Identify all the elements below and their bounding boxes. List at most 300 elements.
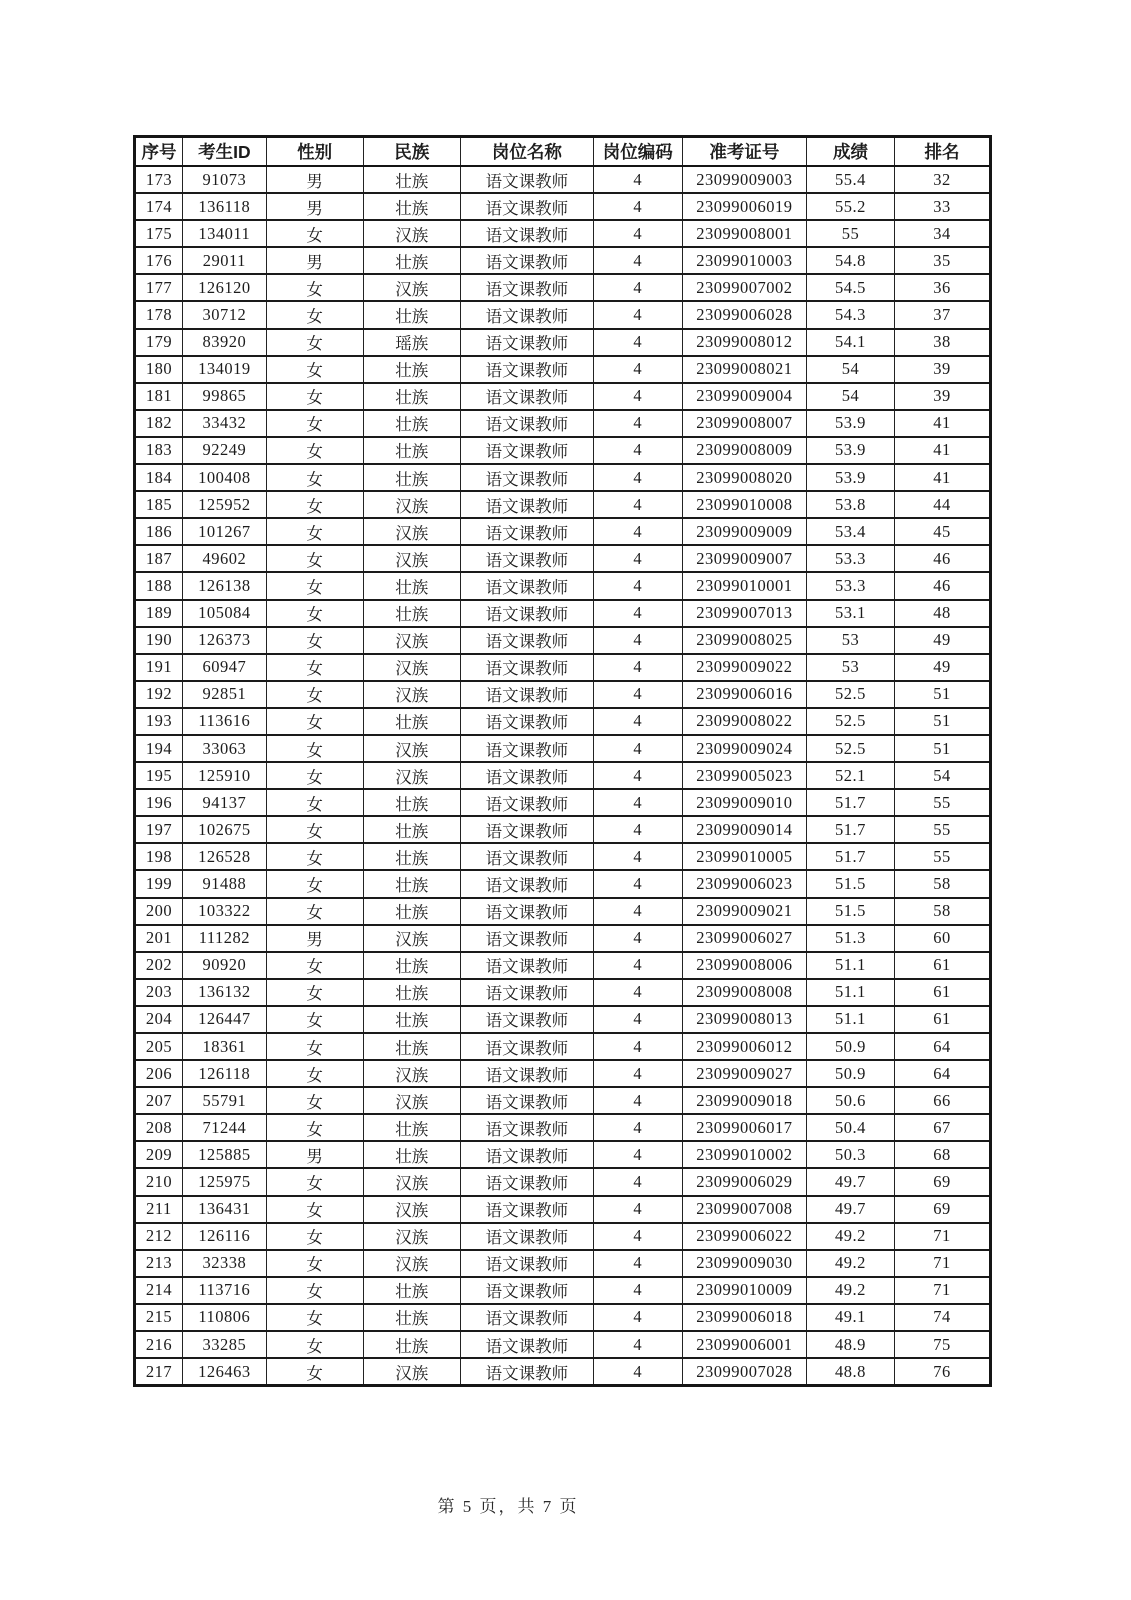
- position-code-cell: 4: [593, 491, 682, 518]
- admission-ticket-cell: 23099008009: [682, 437, 806, 464]
- position-code-cell: 4: [593, 681, 682, 708]
- table-row: [135, 247, 991, 274]
- candidate-id-cell: 102675: [182, 816, 266, 843]
- candidate-id-cell: 30712: [182, 301, 266, 328]
- position-name-cell: 语文课教师: [461, 1060, 594, 1087]
- position-code-cell: 4: [593, 356, 682, 383]
- position-code-cell: 4: [593, 654, 682, 681]
- position-code-cell: 4: [593, 627, 682, 654]
- admission-ticket-cell: 23099006027: [682, 925, 806, 952]
- rank-cell: 58: [895, 898, 991, 925]
- table-row: [135, 1087, 991, 1114]
- admission-ticket-cell: 23099009024: [682, 735, 806, 762]
- table-row: [135, 166, 991, 193]
- admission-ticket-cell: 23099010001: [682, 572, 806, 599]
- candidate-id-cell: 99865: [182, 383, 266, 410]
- rank-cell: 55: [895, 843, 991, 870]
- gender-cell: 女: [266, 1060, 363, 1087]
- table-row: [135, 491, 991, 518]
- position-name-cell: 语文课教师: [461, 247, 594, 274]
- column-header-admission-ticket: 准考证号: [682, 137, 806, 167]
- ethnicity-cell: 壮族: [363, 843, 461, 870]
- gender-cell: 女: [266, 274, 363, 301]
- index-cell: 204: [135, 1006, 183, 1033]
- gender-cell: 女: [266, 735, 363, 762]
- index-cell: 183: [135, 437, 183, 464]
- admission-ticket-cell: 23099008008: [682, 979, 806, 1006]
- ethnicity-cell: 壮族: [363, 1006, 461, 1033]
- table-row: [135, 843, 991, 870]
- score-cell: 50.3: [806, 1141, 894, 1168]
- rank-cell: 35: [895, 247, 991, 274]
- position-code-cell: 4: [593, 952, 682, 979]
- score-cell: 50.9: [806, 1033, 894, 1060]
- ethnicity-cell: 汉族: [363, 1087, 461, 1114]
- ethnicity-cell: 汉族: [363, 518, 461, 545]
- position-name-cell: 语文课教师: [461, 464, 594, 491]
- rank-cell: 46: [895, 545, 991, 572]
- candidate-id-cell: 126528: [182, 843, 266, 870]
- position-code-cell: 4: [593, 600, 682, 627]
- rank-cell: 41: [895, 464, 991, 491]
- table-row: [135, 356, 991, 383]
- candidate-id-cell: 49602: [182, 545, 266, 572]
- candidate-id-cell: 113716: [182, 1277, 266, 1304]
- gender-cell: 女: [266, 870, 363, 897]
- ethnicity-cell: 壮族: [363, 1277, 461, 1304]
- position-name-cell: 语文课教师: [461, 1358, 594, 1386]
- gender-cell: 女: [266, 1033, 363, 1060]
- gender-cell: 女: [266, 518, 363, 545]
- position-code-cell: 4: [593, 898, 682, 925]
- admission-ticket-cell: 23099007002: [682, 274, 806, 301]
- score-cell: 49.7: [806, 1168, 894, 1195]
- ethnicity-cell: 壮族: [363, 1331, 461, 1358]
- admission-ticket-cell: 23099006023: [682, 870, 806, 897]
- admission-ticket-cell: 23099006012: [682, 1033, 806, 1060]
- admission-ticket-cell: 23099006019: [682, 193, 806, 220]
- index-cell: 180: [135, 356, 183, 383]
- position-name-cell: 语文课教师: [461, 301, 594, 328]
- position-code-cell: 4: [593, 1358, 682, 1386]
- candidate-id-cell: 92851: [182, 681, 266, 708]
- table-row: [135, 898, 991, 925]
- position-code-cell: 4: [593, 1006, 682, 1033]
- ethnicity-cell: 壮族: [363, 247, 461, 274]
- score-cell: 48.8: [806, 1358, 894, 1386]
- rank-cell: 51: [895, 681, 991, 708]
- position-code-cell: 4: [593, 572, 682, 599]
- score-cell: 53.4: [806, 518, 894, 545]
- position-name-cell: 语文课教师: [461, 762, 594, 789]
- table-row: [135, 518, 991, 545]
- candidate-id-cell: 103322: [182, 898, 266, 925]
- rank-cell: 36: [895, 274, 991, 301]
- rank-cell: 71: [895, 1277, 991, 1304]
- position-name-cell: 语文课教师: [461, 1196, 594, 1223]
- index-cell: 209: [135, 1141, 183, 1168]
- index-cell: 178: [135, 301, 183, 328]
- ethnicity-cell: 壮族: [363, 193, 461, 220]
- admission-ticket-cell: 23099010005: [682, 843, 806, 870]
- gender-cell: 女: [266, 627, 363, 654]
- ethnicity-cell: 壮族: [363, 952, 461, 979]
- admission-ticket-cell: 23099006028: [682, 301, 806, 328]
- ethnicity-cell: 壮族: [363, 301, 461, 328]
- gender-cell: 女: [266, 1196, 363, 1223]
- table-row: [135, 1277, 991, 1304]
- score-cell: 54.1: [806, 329, 894, 356]
- ethnicity-cell: 汉族: [363, 1060, 461, 1087]
- position-code-cell: 4: [593, 870, 682, 897]
- index-cell: 206: [135, 1060, 183, 1087]
- index-cell: 188: [135, 572, 183, 599]
- position-code-cell: 4: [593, 1114, 682, 1141]
- index-cell: 185: [135, 491, 183, 518]
- ethnicity-cell: 壮族: [363, 898, 461, 925]
- admission-ticket-cell: 23099007028: [682, 1358, 806, 1386]
- table-row: [135, 274, 991, 301]
- position-name-cell: 语文课教师: [461, 383, 594, 410]
- table-row: [135, 545, 991, 572]
- gender-cell: 女: [266, 301, 363, 328]
- ethnicity-cell: 汉族: [363, 274, 461, 301]
- gender-cell: 女: [266, 952, 363, 979]
- position-code-cell: 4: [593, 437, 682, 464]
- position-code-cell: 4: [593, 816, 682, 843]
- ethnicity-cell: 壮族: [363, 464, 461, 491]
- candidate-id-cell: 113616: [182, 708, 266, 735]
- gender-cell: 女: [266, 1277, 363, 1304]
- rank-cell: 44: [895, 491, 991, 518]
- admission-ticket-cell: 23099010003: [682, 247, 806, 274]
- position-name-cell: 语文课教师: [461, 1087, 594, 1114]
- rank-cell: 69: [895, 1196, 991, 1223]
- table-row: [135, 1141, 991, 1168]
- candidate-id-cell: 100408: [182, 464, 266, 491]
- score-cell: 54.5: [806, 274, 894, 301]
- candidate-id-cell: 126116: [182, 1223, 266, 1250]
- position-name-cell: 语文课教师: [461, 870, 594, 897]
- column-header-ethnicity: 民族: [363, 137, 461, 167]
- admission-ticket-cell: 23099008021: [682, 356, 806, 383]
- gender-cell: 女: [266, 1006, 363, 1033]
- gender-cell: 女: [266, 789, 363, 816]
- rank-cell: 38: [895, 329, 991, 356]
- admission-ticket-cell: 23099009018: [682, 1087, 806, 1114]
- score-cell: 53.8: [806, 491, 894, 518]
- score-cell: 51.1: [806, 952, 894, 979]
- ethnicity-cell: 瑶族: [363, 329, 461, 356]
- candidate-id-cell: 91073: [182, 166, 266, 193]
- index-cell: 210: [135, 1168, 183, 1195]
- index-cell: 175: [135, 220, 183, 247]
- candidate-id-cell: 105084: [182, 600, 266, 627]
- table-row: [135, 1114, 991, 1141]
- table-row: [135, 816, 991, 843]
- gender-cell: 女: [266, 816, 363, 843]
- position-code-cell: 4: [593, 166, 682, 193]
- position-name-cell: 语文课教师: [461, 600, 594, 627]
- rank-cell: 41: [895, 410, 991, 437]
- position-name-cell: 语文课教师: [461, 1168, 594, 1195]
- position-name-cell: 语文课教师: [461, 843, 594, 870]
- ethnicity-cell: 汉族: [363, 762, 461, 789]
- candidate-id-cell: 101267: [182, 518, 266, 545]
- position-name-cell: 语文课教师: [461, 1250, 594, 1277]
- table-row: [135, 1250, 991, 1277]
- admission-ticket-cell: 23099009009: [682, 518, 806, 545]
- position-name-cell: 语文课教师: [461, 1114, 594, 1141]
- candidate-id-cell: 18361: [182, 1033, 266, 1060]
- admission-ticket-cell: 23099008020: [682, 464, 806, 491]
- gender-cell: 女: [266, 383, 363, 410]
- position-name-cell: 语文课教师: [461, 735, 594, 762]
- column-header-gender: 性别: [266, 137, 363, 167]
- position-code-cell: 4: [593, 735, 682, 762]
- candidate-id-cell: 90920: [182, 952, 266, 979]
- gender-cell: 女: [266, 410, 363, 437]
- candidate-id-cell: 125910: [182, 762, 266, 789]
- position-code-cell: 4: [593, 220, 682, 247]
- gender-cell: 女: [266, 1087, 363, 1114]
- column-header-rank: 排名: [895, 137, 991, 167]
- ethnicity-cell: 壮族: [363, 383, 461, 410]
- candidate-id-cell: 134011: [182, 220, 266, 247]
- index-cell: 215: [135, 1304, 183, 1331]
- candidate-id-cell: 126447: [182, 1006, 266, 1033]
- score-cell: 53.3: [806, 545, 894, 572]
- index-cell: 197: [135, 816, 183, 843]
- ethnicity-cell: 壮族: [363, 1141, 461, 1168]
- rank-cell: 75: [895, 1331, 991, 1358]
- candidate-id-cell: 126463: [182, 1358, 266, 1386]
- rank-cell: 46: [895, 572, 991, 599]
- position-code-cell: 4: [593, 708, 682, 735]
- ethnicity-cell: 汉族: [363, 220, 461, 247]
- position-name-cell: 语文课教师: [461, 491, 594, 518]
- ethnicity-cell: 汉族: [363, 1196, 461, 1223]
- ethnicity-cell: 汉族: [363, 491, 461, 518]
- index-cell: 173: [135, 166, 183, 193]
- position-name-cell: 语文课教师: [461, 925, 594, 952]
- score-cell: 49.2: [806, 1223, 894, 1250]
- candidate-id-cell: 110806: [182, 1304, 266, 1331]
- rank-cell: 71: [895, 1250, 991, 1277]
- position-code-cell: 4: [593, 1304, 682, 1331]
- position-name-cell: 语文课教师: [461, 274, 594, 301]
- table-row: [135, 220, 991, 247]
- position-name-cell: 语文课教师: [461, 979, 594, 1006]
- score-cell: 50.9: [806, 1060, 894, 1087]
- table-row: [135, 925, 991, 952]
- index-cell: 174: [135, 193, 183, 220]
- score-cell: 51.1: [806, 979, 894, 1006]
- gender-cell: 女: [266, 1304, 363, 1331]
- rank-cell: 69: [895, 1168, 991, 1195]
- index-cell: 217: [135, 1358, 183, 1386]
- candidate-id-cell: 126120: [182, 274, 266, 301]
- gender-cell: 女: [266, 681, 363, 708]
- table-row: [135, 383, 991, 410]
- rank-cell: 32: [895, 166, 991, 193]
- score-cell: 53: [806, 627, 894, 654]
- index-cell: 187: [135, 545, 183, 572]
- score-cell: 52.1: [806, 762, 894, 789]
- position-name-cell: 语文课教师: [461, 789, 594, 816]
- position-code-cell: 4: [593, 1033, 682, 1060]
- admission-ticket-cell: 23099009021: [682, 898, 806, 925]
- position-code-cell: 4: [593, 545, 682, 572]
- candidate-id-cell: 125975: [182, 1168, 266, 1195]
- index-cell: 205: [135, 1033, 183, 1060]
- table-header-row: [135, 137, 991, 167]
- score-cell: 51.5: [806, 898, 894, 925]
- admission-ticket-cell: 23099009022: [682, 654, 806, 681]
- ethnicity-cell: 壮族: [363, 708, 461, 735]
- position-name-cell: 语文课教师: [461, 356, 594, 383]
- admission-ticket-cell: 23099006017: [682, 1114, 806, 1141]
- position-code-cell: 4: [593, 979, 682, 1006]
- table-row: [135, 735, 991, 762]
- score-cell: 53.9: [806, 464, 894, 491]
- table-row: [135, 952, 991, 979]
- index-cell: 195: [135, 762, 183, 789]
- rank-cell: 64: [895, 1033, 991, 1060]
- position-name-cell: 语文课教师: [461, 681, 594, 708]
- gender-cell: 女: [266, 491, 363, 518]
- position-name-cell: 语文课教师: [461, 545, 594, 572]
- admission-ticket-cell: 23099006029: [682, 1168, 806, 1195]
- position-code-cell: 4: [593, 1196, 682, 1223]
- ethnicity-cell: 汉族: [363, 1223, 461, 1250]
- admission-ticket-cell: 23099006016: [682, 681, 806, 708]
- score-cell: 49.1: [806, 1304, 894, 1331]
- column-header-candidate-id: 考生ID: [182, 137, 266, 167]
- rank-cell: 61: [895, 979, 991, 1006]
- index-cell: 179: [135, 329, 183, 356]
- column-header-position-code: 岗位编码: [593, 137, 682, 167]
- admission-ticket-cell: 23099010008: [682, 491, 806, 518]
- score-cell: 53.9: [806, 437, 894, 464]
- position-code-cell: 4: [593, 410, 682, 437]
- position-name-cell: 语文课教师: [461, 166, 594, 193]
- table-row: [135, 301, 991, 328]
- index-cell: 186: [135, 518, 183, 545]
- rank-cell: 74: [895, 1304, 991, 1331]
- gender-cell: 女: [266, 437, 363, 464]
- gender-cell: 男: [266, 1141, 363, 1168]
- score-cell: 51.3: [806, 925, 894, 952]
- rank-cell: 49: [895, 654, 991, 681]
- index-cell: 199: [135, 870, 183, 897]
- index-cell: 203: [135, 979, 183, 1006]
- index-cell: 200: [135, 898, 183, 925]
- index-cell: 208: [135, 1114, 183, 1141]
- score-cell: 53.3: [806, 572, 894, 599]
- admission-ticket-cell: 23099006001: [682, 1331, 806, 1358]
- candidate-id-cell: 125885: [182, 1141, 266, 1168]
- table-row: [135, 627, 991, 654]
- rank-cell: 39: [895, 383, 991, 410]
- table-row: [135, 600, 991, 627]
- ethnicity-cell: 壮族: [363, 166, 461, 193]
- ethnicity-cell: 壮族: [363, 870, 461, 897]
- candidate-id-cell: 33285: [182, 1331, 266, 1358]
- ethnicity-cell: 壮族: [363, 1033, 461, 1060]
- rank-cell: 41: [895, 437, 991, 464]
- admission-ticket-cell: 23099008025: [682, 627, 806, 654]
- position-name-cell: 语文课教师: [461, 952, 594, 979]
- candidate-id-cell: 111282: [182, 925, 266, 952]
- index-cell: 212: [135, 1223, 183, 1250]
- rank-cell: 68: [895, 1141, 991, 1168]
- score-cell: 54.8: [806, 247, 894, 274]
- position-code-cell: 4: [593, 1277, 682, 1304]
- rank-cell: 51: [895, 708, 991, 735]
- position-code-cell: 4: [593, 1168, 682, 1195]
- admission-ticket-cell: 23099010009: [682, 1277, 806, 1304]
- candidate-id-cell: 126138: [182, 572, 266, 599]
- table-row: [135, 1196, 991, 1223]
- gender-cell: 女: [266, 762, 363, 789]
- position-name-cell: 语文课教师: [461, 220, 594, 247]
- score-cell: 50.6: [806, 1087, 894, 1114]
- table-row: [135, 654, 991, 681]
- score-cell: 51.7: [806, 843, 894, 870]
- position-code-cell: 4: [593, 1141, 682, 1168]
- score-cell: 54: [806, 356, 894, 383]
- score-cell: 49.7: [806, 1196, 894, 1223]
- candidate-id-cell: 92249: [182, 437, 266, 464]
- gender-cell: 女: [266, 843, 363, 870]
- admission-ticket-cell: 23099008013: [682, 1006, 806, 1033]
- rank-cell: 48: [895, 600, 991, 627]
- position-code-cell: 4: [593, 247, 682, 274]
- position-code-cell: 4: [593, 843, 682, 870]
- table-row: [135, 193, 991, 220]
- admission-ticket-cell: 23099008022: [682, 708, 806, 735]
- position-name-cell: 语文课教师: [461, 329, 594, 356]
- position-name-cell: 语文课教师: [461, 1033, 594, 1060]
- score-cell: 50.4: [806, 1114, 894, 1141]
- table-row: [135, 1033, 991, 1060]
- table-row: [135, 681, 991, 708]
- gender-cell: 男: [266, 247, 363, 274]
- score-cell: 53.1: [806, 600, 894, 627]
- ethnicity-cell: 壮族: [363, 1304, 461, 1331]
- gender-cell: 男: [266, 166, 363, 193]
- candidate-id-cell: 60947: [182, 654, 266, 681]
- position-name-cell: 语文课教师: [461, 1304, 594, 1331]
- ethnicity-cell: 壮族: [363, 437, 461, 464]
- admission-ticket-cell: 23099010002: [682, 1141, 806, 1168]
- candidate-id-cell: 136431: [182, 1196, 266, 1223]
- score-cell: 54: [806, 383, 894, 410]
- index-cell: 202: [135, 952, 183, 979]
- table-row: [135, 789, 991, 816]
- table-row: [135, 1358, 991, 1386]
- table-row: [135, 1331, 991, 1358]
- position-code-cell: 4: [593, 1223, 682, 1250]
- gender-cell: 女: [266, 464, 363, 491]
- admission-ticket-cell: 23099009003: [682, 166, 806, 193]
- candidate-id-cell: 55791: [182, 1087, 266, 1114]
- table-row: [135, 437, 991, 464]
- gender-cell: 女: [266, 1168, 363, 1195]
- index-cell: 207: [135, 1087, 183, 1114]
- table-row: [135, 762, 991, 789]
